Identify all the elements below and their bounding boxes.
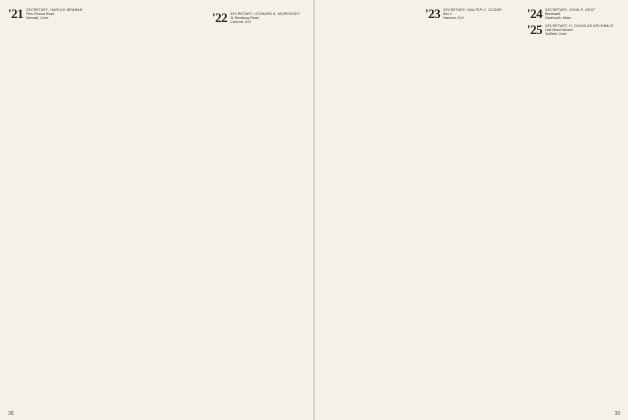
class-notes-entry-1925 xyxy=(527,24,619,36)
secretary-address-line: Oak Wood Mound xyxy=(545,28,573,32)
secretary-name: SECRETARY, HAROLD BRAMAN xyxy=(26,8,83,12)
secretary-city: Hanover, N.H. xyxy=(443,16,465,20)
entry-header xyxy=(212,12,304,24)
secretary-address-line: 11 Brookway Road xyxy=(230,16,259,20)
secretary-info xyxy=(26,8,82,20)
class-notes-entry-1923 xyxy=(425,8,517,20)
left-page xyxy=(0,0,313,420)
class-year: '25 xyxy=(527,22,543,37)
secretary-address-line: Pero Rumsa Road xyxy=(26,12,55,16)
secretary-city: Concord, N.H. xyxy=(230,20,252,24)
entry-header xyxy=(527,8,619,20)
right-page xyxy=(315,0,628,420)
right-col-2 xyxy=(425,8,517,404)
secretary-city: Norwalk, Conn xyxy=(26,16,49,20)
entry-header xyxy=(8,8,100,20)
class-notes-entry-1922 xyxy=(212,12,304,24)
right-col-1 xyxy=(323,8,415,404)
class-notes-entry-1921 xyxy=(8,8,100,20)
secretary-info xyxy=(443,8,502,20)
class-year: '22 xyxy=(212,10,228,25)
secretary-address-line: Brookside xyxy=(545,12,561,16)
page-number: 38 xyxy=(8,411,14,417)
secretary-info xyxy=(545,8,595,20)
right-col-3 xyxy=(527,8,619,404)
secretary-info xyxy=(230,12,300,24)
left-col-1 xyxy=(8,8,100,404)
secretary-address-line: Box 1 xyxy=(443,12,452,16)
class-year: '23 xyxy=(425,8,441,21)
entry-header xyxy=(425,8,517,20)
secretary-name: SECRETARY, WALTER C. DODGE xyxy=(443,8,502,12)
secretary-name: SECRETARY, H. DOUGLAS ARCHBALD xyxy=(545,24,614,28)
secretary-name: SECRETARY, LEONARD A. MORRISSEY xyxy=(230,12,300,16)
secretary-city: Dartmouth, Mass. xyxy=(545,16,572,20)
left-col-2 xyxy=(110,8,202,404)
entry-header xyxy=(527,24,619,36)
page-number: 39 xyxy=(614,411,620,417)
secretary-city: Suffield, Conn. xyxy=(545,32,568,36)
secretary-info xyxy=(545,24,613,36)
class-year: '21 xyxy=(8,8,24,21)
class-notes-entry-1924 xyxy=(527,8,619,20)
left-col-3 xyxy=(212,8,304,404)
class-year: '24 xyxy=(527,8,543,21)
secretary-name: SECRETARY, JOHN R. KENT xyxy=(545,8,596,12)
